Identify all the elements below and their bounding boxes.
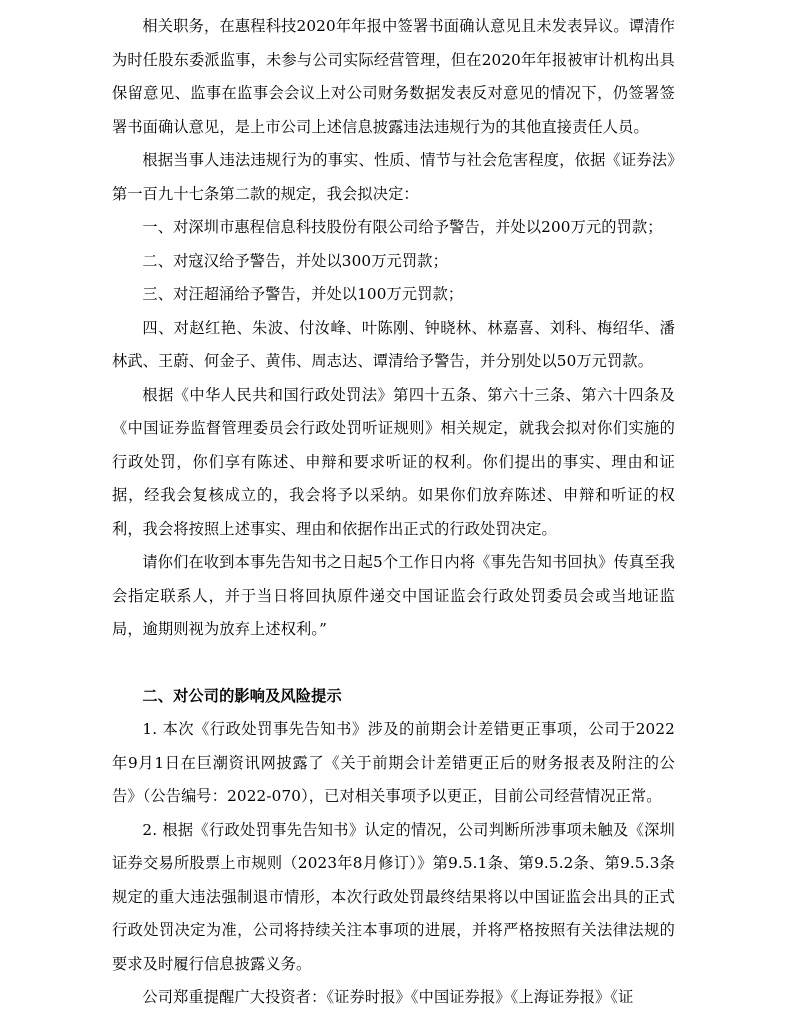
section-heading-impact-risk: 二、对公司的影响及风险提示 (142, 686, 342, 705)
paragraph-penalty-item-3: 三、对汪超涌给予警告，并处以100万元罚款； (142, 285, 464, 303)
paragraph-rights-notice: 根据《中华人民共和国行政处罚法》第四十五条、第六十三条、第六十四条及《中国证券监督管理委员会行政处罚听证规则》相关规定，就我会拟对你们实施的行政处罚，你们享有陈述、申辩和要求听证的权利。你们提出的事实、理由和证据，经我会复核成立的，我会将予以采纳。如果你们放弃陈述、申辩和听证的权利，我会将按照上述事实、理由和依据作出正式的行政处罚决定。 (112, 385, 675, 538)
paragraph-impact-item-2: 2. 根据《行政处罚事先告知书》认定的情况，公司判断所涉事项未触及《深圳证券交易所股票上市规则（2023年8月修订）》第9.5.1条、第9.5.2条、第9.5.3条规定的重大违法强制退市情形，本次行政处罚最终结果将以中国证监会出具的正式行政处罚决定为准，公司将持续关注本事项的进展，并将严格按照有关法律法规的要求及时履行信息披露义务。 (112, 820, 675, 973)
paragraph-penalty-item-1: 一、对深圳市惠程信息科技股份有限公司给予警告，并处以200万元的罚款； (142, 218, 663, 236)
paragraph-2: 根据当事人违法违规行为的事实、性质、情节与社会危害程度，依据《证券法》第一百九十七条第二款的规定，我会拟决定： (112, 151, 675, 203)
paragraph-receipt-instruction: 请你们在收到本事先告知书之日起5个工作日内将《事先告知书回执》传真至我会指定联系人，并于当日将回执原件递交中国证监会行政处罚委员会或当地证监局，逾期则视为放弃上述权利。” (112, 553, 675, 638)
paragraph-1: 相关职务，在惠程科技2020年年报中签署书面确认意见且未发表异议。谭清作为时任股东委派监事，未参与公司实际经营管理，但在2020年年报被审计机构出具保留意见、监事在监事会会议上对公司财务数据发表反对意见的情况下，仍签署签署书面确认意见，是上市公司上述信息披露违法违规行为的其他直接责任人员。 (112, 17, 675, 136)
section-spacer (112, 647, 675, 680)
paragraph-penalty-item-2: 二、对寇汉给予警告，并处以300万元罚款； (142, 251, 448, 270)
paragraph-penalty-item-4: 四、对赵红艳、朱波、付汝峰、叶陈刚、钟晓林、林嘉喜、刘科、梅绍华、潘林武、王蔚、何金子、黄伟、周志达、谭清给予警告，并分别处以50万元罚款。 (112, 318, 675, 370)
document-body (112, 10, 675, 1015)
paragraph-investor-reminder: 公司郑重提醒广大投资者：《证券时报》《中国证券报》《上海证券报》《证 (142, 988, 634, 1006)
paragraph-impact-item-1: 1. 本次《行政处罚事先告知书》涉及的前期会计差错更正事项，公司于2022年9月1日在巨潮资讯网披露了《关于前期会计差错更正后的财务报表及附注的公告》（公告编号：2022-070），已对相关事项予以更正，目前公司经营情况正常。 (112, 720, 675, 805)
